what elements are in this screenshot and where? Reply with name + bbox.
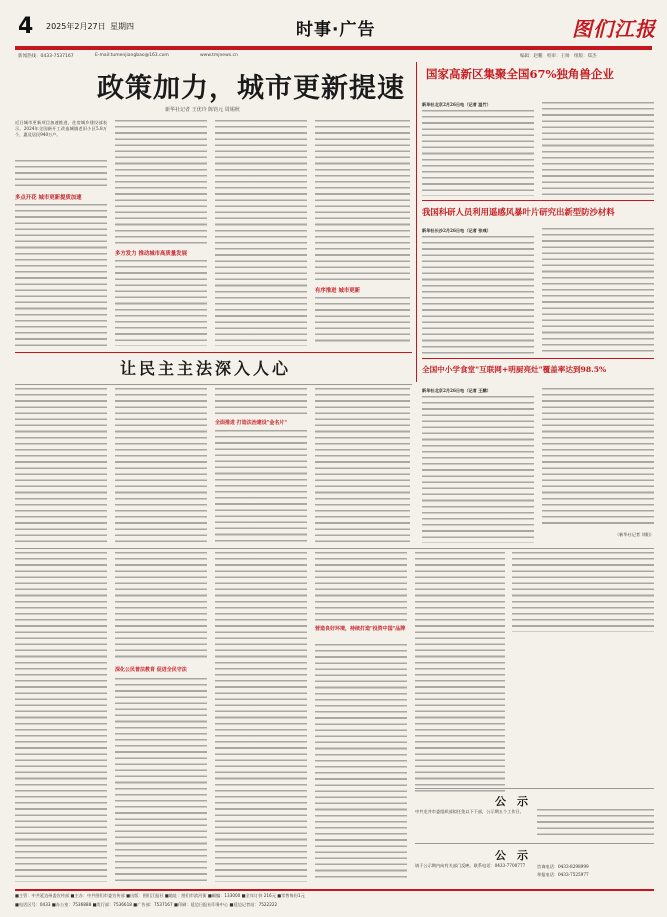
middle-col3b <box>215 430 307 543</box>
notice-1-text-2 <box>537 809 654 839</box>
right-article-3 <box>422 362 654 382</box>
footer-rule <box>15 889 654 891</box>
notice-2-body: 请于公示期内向有关部门反映。联系电话：0433-7700777 <box>415 863 526 868</box>
right-2-col1 <box>422 236 534 356</box>
lower-col2a <box>115 552 207 662</box>
lower-col4a <box>315 552 407 622</box>
main-subhead-2: 多方发力 推动城市高质量发展 <box>115 251 187 257</box>
issue-date: 2025年2月27日 <box>46 22 106 31</box>
main-subhead-1: 多点开花 城市更新提质加速 <box>15 195 82 201</box>
right-1-col1 <box>422 110 534 196</box>
right-2-col2 <box>542 228 654 356</box>
middle-col4 <box>315 388 410 543</box>
notice-1-title: 公 示 <box>495 795 528 808</box>
lower-right-article <box>512 552 654 632</box>
right-dateline-3: 新华社北京2月26日电（记者 王鹏） <box>422 388 491 393</box>
section-title: 时事·广告 <box>296 20 376 40</box>
main-col1-text-2 <box>15 204 107 346</box>
lower-subhead-2: 营造良好环境，持续打造"投资中国"品牌 <box>315 626 406 632</box>
right-headline-2: 我国科研人员利用遥感风暴叶片研究出新型防沙材料 <box>422 207 615 217</box>
lower-col5 <box>415 552 505 792</box>
notice-1-body: 中共龙井市委组织部拟任免以下干部，公示期五个工作日。 <box>415 809 524 814</box>
lower-col4b <box>315 644 407 882</box>
right-headline-3: 全国中小学食堂"互联网+明厨亮灶"覆盖率达到98.5% <box>422 365 607 374</box>
main-col4-text <box>315 120 410 282</box>
middle-article <box>15 388 412 543</box>
right-article-2 <box>422 206 654 322</box>
middle-closing: （新华社记者 刘阳） <box>614 532 654 537</box>
contact-value-2: 0433-7525977 <box>557 872 589 877</box>
lower-col1 <box>15 552 107 882</box>
website: www.tmjnews.cn <box>200 53 238 58</box>
main-lead-text: 近日城市更新项目加速推进，住房城乡建设部表示，2024年全国新开工改造城镇老旧小区5.8万个，惠及居民940万户。 <box>15 120 107 138</box>
main-byline: 新华社记者 王优玲 陈钧元 周锡秋 <box>165 107 240 113</box>
news-hotline: 新闻热线：0433-7537167 <box>18 54 74 59</box>
right-3-col2 <box>542 388 654 528</box>
footer-line-1: ■主管：中共延边州委宣传部 ■主办：中共图们市委宣传部 ■出版：图们江报社 ■地址：图们市滨河街 ■邮编：133000 ■全年订价 216元 ■零售每份1元 <box>15 893 305 898</box>
notice-2-title: 公 示 <box>495 849 528 862</box>
editors: 编辑：赵鹏 校审：王帅 组版：郑杰 <box>520 54 597 59</box>
notice-2-contact-1 <box>537 864 654 871</box>
middle-right-article <box>422 388 654 543</box>
middle-rule-bottom <box>15 384 412 385</box>
contact-value-1: 0433-8298999 <box>557 864 589 869</box>
middle-col3a <box>215 388 307 416</box>
notice-2 <box>415 843 654 888</box>
page-number: 4 <box>18 14 34 39</box>
main-col4-text-2 <box>315 297 410 346</box>
main-col2-text-2 <box>115 260 207 346</box>
lower-subhead-1: 深化公民普法教育 促进全民守法 <box>115 667 187 673</box>
middle-headline: 让民主主法深入人心 <box>120 359 292 378</box>
right-1-col2 <box>542 102 654 196</box>
main-subhead-3: 有序推进 城市更新 <box>315 288 361 294</box>
main-headline: 政策加力，城市更新提速 <box>97 73 405 104</box>
right-dateline-1: 新华社北京2月26日电（记者 温竹） <box>422 102 491 107</box>
right-3-col1 <box>422 396 534 543</box>
right-rule-1 <box>422 200 654 201</box>
middle-col2 <box>115 388 207 543</box>
lower-col2b <box>115 678 207 882</box>
right-rule-2 <box>422 358 654 359</box>
footer-line-2: ■电话区号：0433 ■办公室：7536888 ■发行部：7536618 ■广告部：7537167 ■印刷：延边日报社印务中心 ■延边记者站：7522222 <box>15 902 278 907</box>
notice-2-contact-2 <box>537 872 654 879</box>
page-header <box>0 0 667 60</box>
contact-label-1: 咨询电话： <box>537 864 558 869</box>
right-article-1 <box>422 66 654 196</box>
notice-1 <box>415 788 654 843</box>
masthead-logo: 图们江报 <box>572 17 656 41</box>
main-col3-text <box>215 120 307 346</box>
right-dateline-2: 新华社长沙2月26日电（记者 张彧） <box>422 228 491 233</box>
main-col2-text <box>115 120 207 245</box>
middle-subhead-1: 全面推进 打造法治建设"金名片" <box>215 420 287 426</box>
lower-col3 <box>215 552 307 882</box>
weekday: 星期四 <box>110 22 134 31</box>
main-article <box>15 62 412 347</box>
header-rule <box>15 46 652 50</box>
email: E-mail:tumenjiangbao@163.com <box>95 53 169 58</box>
middle-rule-top <box>15 352 412 353</box>
main-col1-text <box>15 160 107 190</box>
contact-label-2: 举报电话： <box>537 872 558 877</box>
middle-col1 <box>15 388 107 543</box>
lower-right-text <box>512 552 654 632</box>
right-headline-1: 国家高新区集聚全国67%独角兽企业 <box>426 67 614 81</box>
lower-rule <box>15 548 654 549</box>
column-divider <box>416 62 417 382</box>
